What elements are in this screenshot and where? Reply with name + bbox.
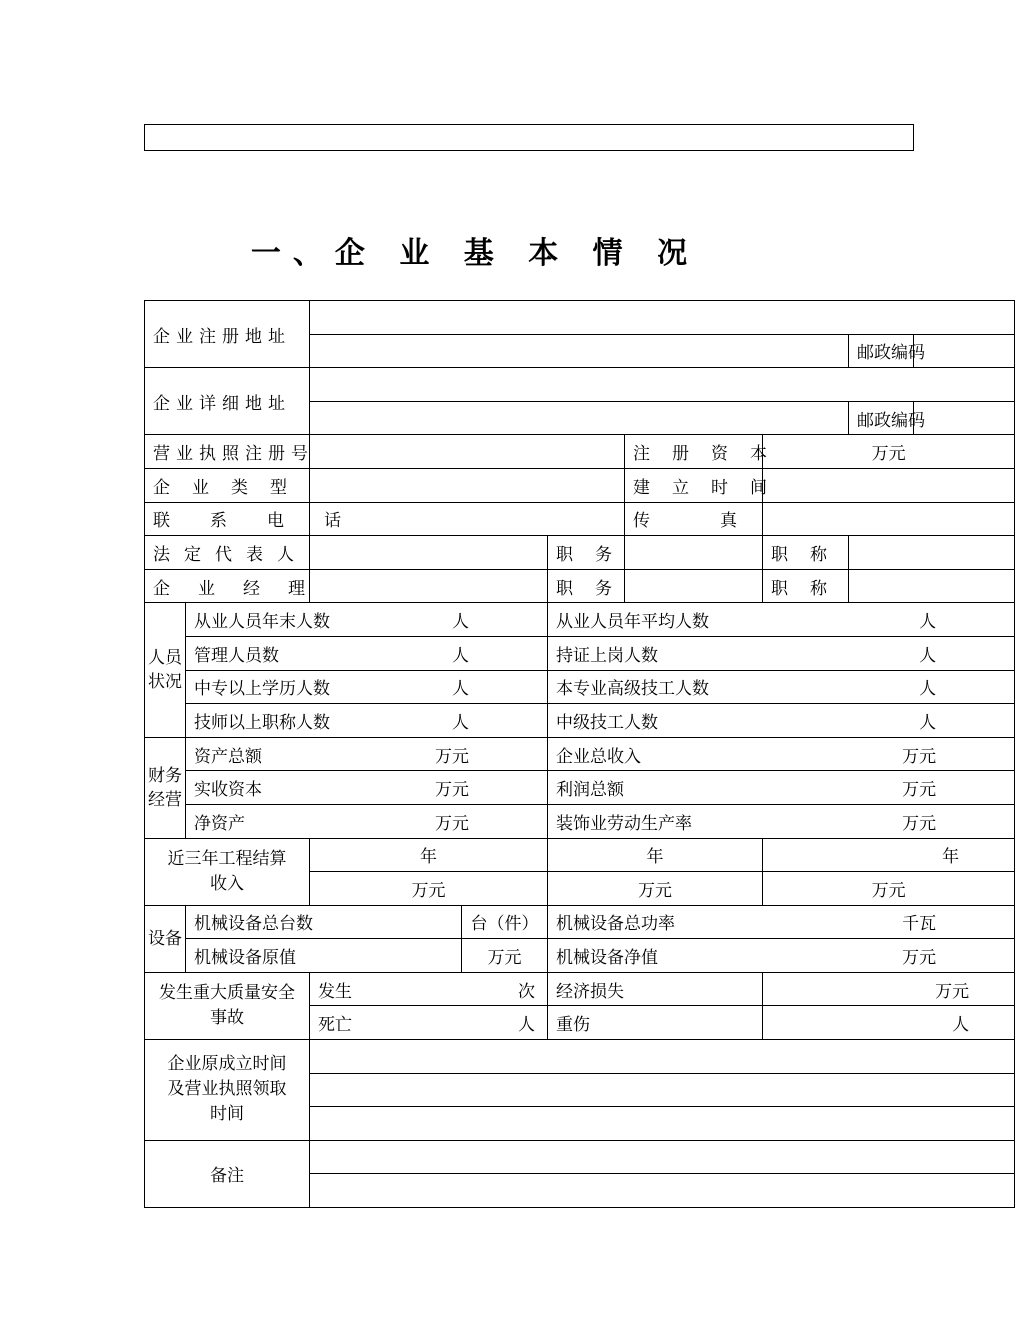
unit-kw: 千瓦 [902,914,937,935]
income-year-1[interactable]: 年 [310,838,548,872]
legal-post-label: 职务 [548,536,625,570]
personnel-r2a[interactable] [186,636,548,670]
remark-label: 备注 [145,1140,310,1207]
unit-ren: 人 [452,712,470,733]
unit-ren: 人 [919,612,937,633]
income-year-2[interactable]: 年 [548,838,763,872]
personnel-r1a[interactable] [186,603,548,637]
detail-addr-input-2[interactable] [310,401,849,435]
income-year-3[interactable]: 年 [763,838,1015,872]
manager-rank-label: 职称 [763,569,849,603]
reg-addr-input-2[interactable] [310,334,849,368]
finance-r3a-label: 净资产 [194,813,245,834]
income-amount-1[interactable]: 万元 [310,872,548,906]
equipment-r1a-label: 机械设备总台数 [186,905,462,939]
founded-label: 建立时间 [625,468,763,502]
orig-input-2[interactable] [310,1073,1015,1107]
equipment-r1b[interactable] [548,905,1015,939]
remark-input-2[interactable] [310,1174,1015,1208]
unit-wan: 万元 [902,813,937,834]
personnel-r2b[interactable] [548,636,1015,670]
reg-postcode-input[interactable] [914,334,1015,368]
finance-label: 财务经营 [145,737,186,838]
orig-label: 企业原成立时间及营业执照领取时间 [145,1040,310,1141]
personnel-r1a-label: 从业人员年末人数 [194,612,330,633]
equipment-r1b-label: 机械设备总功率 [556,914,676,935]
equipment-label: 设备 [145,905,186,972]
unit-wan: 万元 [435,813,470,834]
enterprise-info-table [144,300,1015,1208]
reg-addr-label: 企业注册地址 [145,301,310,368]
unit-ren: 人 [919,679,937,700]
manager-label: 企业经理 [145,569,310,603]
personnel-r4a-label: 技师以上职称人数 [194,712,330,733]
phone-label: 联系电话 [145,502,310,536]
fax-label: 传真 [625,502,763,536]
accident-loss-label: 经济损失 [548,972,763,1006]
finance-r3a[interactable] [186,804,548,838]
orig-input-3[interactable] [310,1107,1015,1141]
orig-input-1[interactable] [310,1040,1015,1074]
page-title: 一、企 业 基 本 情 况 [250,236,700,271]
finance-r2a-label: 实收资本 [194,780,262,801]
accident-injury-input[interactable]: 人 [763,1006,1015,1040]
legal-rank-input[interactable] [849,536,1015,570]
personnel-r2a-label: 管理人员数 [194,645,279,666]
personnel-r3a[interactable] [186,670,548,704]
personnel-r4a[interactable] [186,704,548,738]
finance-r1a-label: 资产总额 [194,746,262,767]
finance-r2b[interactable] [548,771,1015,805]
unit-ren: 人 [919,712,937,733]
legal-rank-label: 职称 [763,536,849,570]
manager-input[interactable] [310,569,548,603]
detail-addr-label: 企业详细地址 [145,368,310,435]
personnel-r3b[interactable] [548,670,1015,704]
personnel-label: 人员状况 [145,603,186,737]
equipment-r2a-label: 机械设备原值 [186,939,462,973]
unit-wan: 万元 [902,948,937,969]
accident-occur[interactable] [310,972,548,1006]
personnel-r3a-label: 中专以上学历人数 [194,679,330,700]
personnel-r1b[interactable] [548,603,1015,637]
unit-wan: 万元 [902,746,937,767]
unit-wan: 万元 [902,780,937,801]
finance-r1b-label: 企业总收入 [556,746,642,767]
detail-addr-input[interactable] [310,368,1015,402]
unit-ren: 人 [452,612,470,633]
manager-post-label: 职务 [548,569,625,603]
equipment-r2b-label: 机械设备净值 [556,948,659,969]
finance-r1b[interactable] [548,737,1015,771]
reg-postcode-label: 邮政编码 [849,334,914,368]
detail-postcode-input[interactable] [914,401,1015,435]
accident-death[interactable] [310,1006,548,1040]
detail-postcode-label: 邮政编码 [849,401,914,435]
income-amount-3[interactable]: 万元 [763,872,1015,906]
personnel-r4b-label: 中级技工人数 [556,712,659,733]
personnel-r3b-label: 本专业高级技工人数 [556,679,710,700]
accident-occur-label: 发生 [318,981,353,1002]
type-input[interactable] [310,468,625,502]
legal-rep-label: 法定代表人 [145,536,310,570]
manager-rank-input[interactable] [849,569,1015,603]
personnel-r1b-label: 从业人员年平均人数 [556,612,710,633]
unit-ren: 人 [452,645,470,666]
unit-wan: 万元 [435,780,470,801]
equipment-count-input[interactable]: 台（件） [462,905,548,939]
finance-r2a[interactable] [186,771,548,805]
finance-r3b-label: 装饰业劳动生产率 [556,813,693,834]
unit-ren: 人 [518,1015,536,1036]
accident-label: 发生重大质量安全事故 [145,972,310,1039]
accident-death-label: 死亡 [318,1015,353,1036]
remark-input-1[interactable] [310,1140,1015,1174]
legal-rep-input[interactable] [310,536,548,570]
income-amount-2[interactable]: 万元 [548,872,763,906]
type-label: 企业类型 [145,468,310,502]
reg-capital-label: 注册资本 [625,435,763,469]
accident-loss-input[interactable]: 万元 [763,972,1015,1006]
manager-post-input[interactable] [625,569,763,603]
reg-capital-input[interactable]: 万元 [763,435,1015,469]
license-no-input[interactable] [310,435,625,469]
founded-input[interactable] [763,468,1015,502]
personnel-r4b[interactable] [548,704,1015,738]
reg-addr-input[interactable] [310,301,1015,335]
finance-r1a[interactable] [186,737,548,771]
personnel-r2b-label: 持证上岗人数 [556,645,659,666]
finance-r3b[interactable] [548,804,1015,838]
unit-ci: 次 [518,981,536,1002]
unit-ren: 人 [919,645,937,666]
income-label: 近三年工程结算收入 [145,838,310,905]
finance-r2b-label: 利润总额 [556,780,625,801]
accident-injury-label: 重伤 [548,1006,763,1040]
unit-wan: 万元 [435,746,470,767]
license-no-label: 营业执照注册号 [145,435,310,469]
equipment-value-input[interactable]: 万元 [462,939,548,973]
legal-post-input[interactable] [625,536,763,570]
unit-ren: 人 [452,679,470,700]
header-box [144,124,914,151]
equipment-r2b[interactable] [548,939,1015,973]
